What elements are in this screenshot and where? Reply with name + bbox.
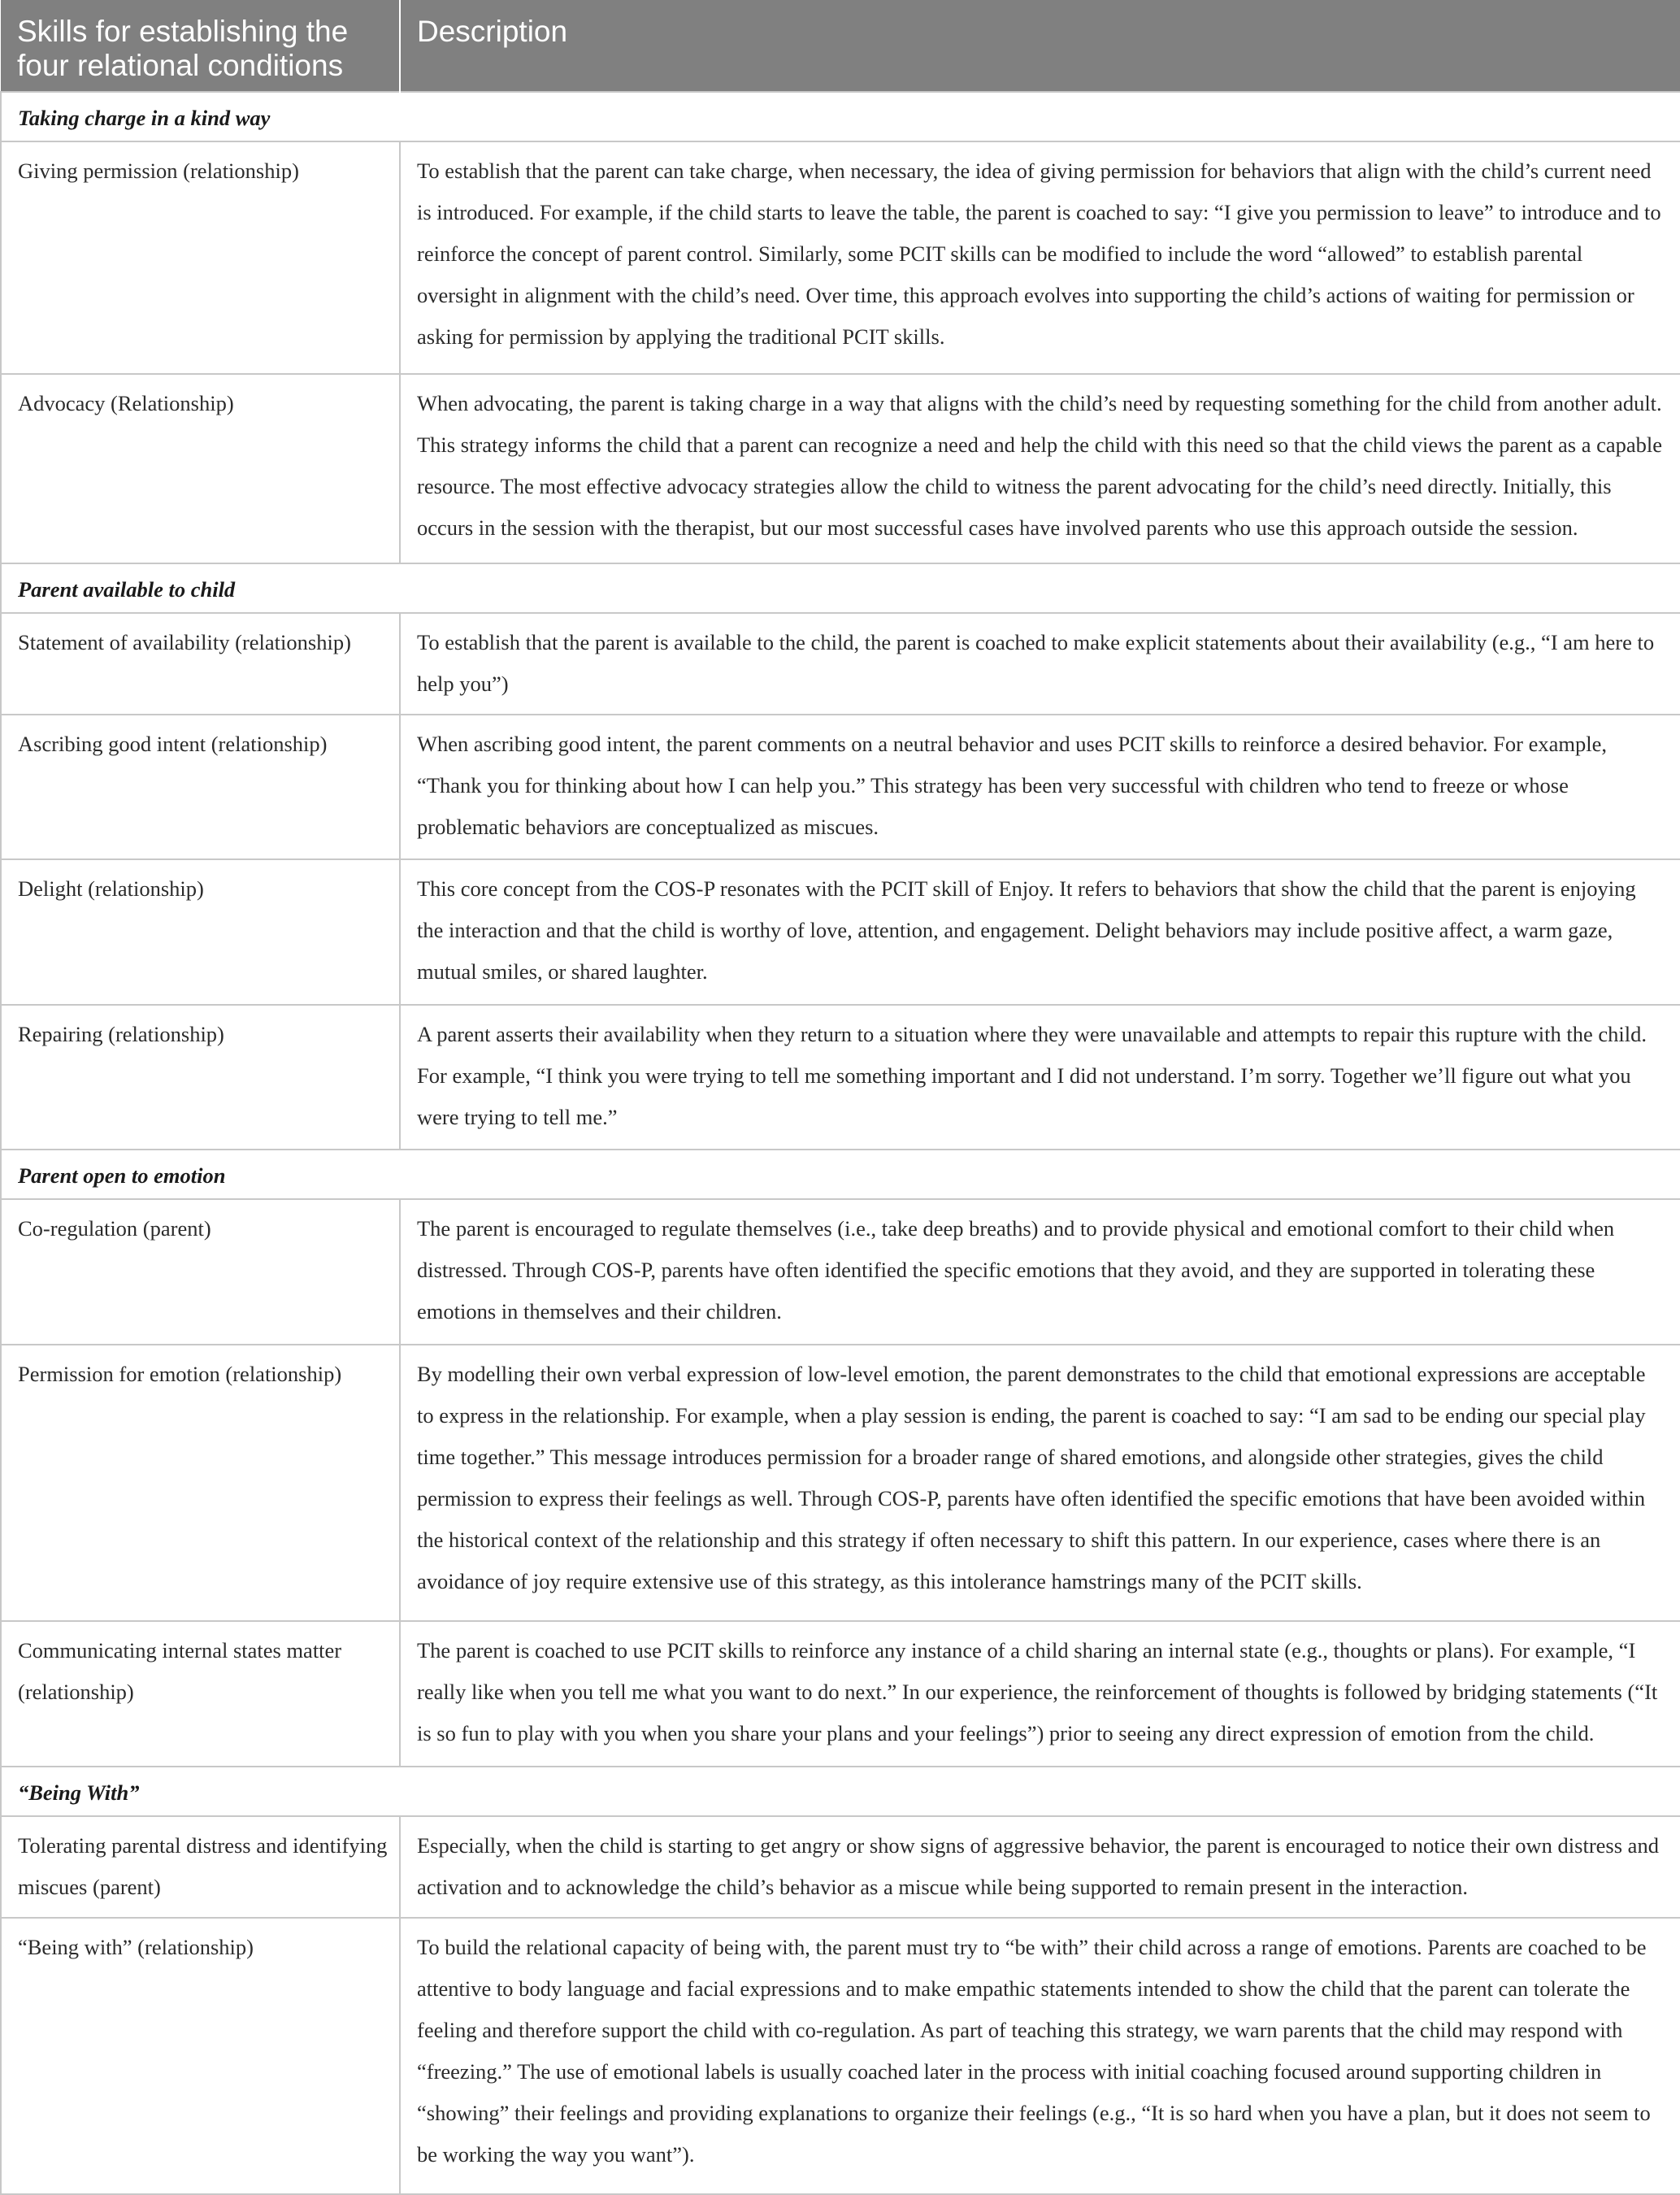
skill-cell: “Being with” (relationship) (1, 1918, 400, 2194)
section-row (1, 1150, 1680, 1199)
description-cell: To establish that the parent can take charge, when necessary, the idea of giving permission for behaviors that align with the child’s current need is introduced. For example, if the child starts to leave the table, the parent is coached to say: “I give you permission to leave” to introduce and to reinforce the concept of parent control. Similarly, some PCIT skills can be modified to include the word “allowed” to establish parental oversight in alignment with the child’s need. Over time, this approach evolves into supporting the child’s actions of waiting for permission or asking for permission by applying the traditional PCIT skills. (400, 141, 1680, 374)
section-title: “Being With” (1, 1767, 1680, 1816)
skill-cell: Tolerating parental distress and identifying miscues (parent) (1, 1816, 400, 1918)
description-cell: When ascribing good intent, the parent comments on a neutral behavior and uses PCIT skills to reinforce a desired behavior. For example, “Thank you for thinking about how I can help you.” This strategy has been very successful with children who tend to freeze or whose problematic behaviors are conceptualized as miscues. (400, 715, 1680, 860)
header-skills: Skills for establishing the four relational conditions (1, 0, 400, 92)
table-row (1, 141, 1680, 374)
table-row (1, 1918, 1680, 2194)
skill-cell: Repairing (relationship) (1, 1005, 400, 1150)
section-row (1, 1767, 1680, 1816)
description-cell: To build the relational capacity of being with, the parent must try to “be with” their child across a range of emotions. Parents are coached to be attentive to body language and facial expressions and to make empathic statements intended to show the child that the parent can tolerate the feeling and therefore support the child with co-regulation. As part of teaching this strategy, we warn parents that the child may respond with “freezing.” The use of emotional labels is usually coached later in the process with initial coaching focused around supporting children in “showing” their feelings and providing explanations to organize their feelings (e.g., “It is so hard when you have a plan, but it does not seem to be working the way you want”). (400, 1918, 1680, 2194)
skill-cell: Delight (relationship) (1, 859, 400, 1005)
section-title: Taking charge in a kind way (1, 92, 1680, 141)
section-row (1, 563, 1680, 613)
table-row (1, 1005, 1680, 1150)
skill-cell: Permission for emotion (relationship) (1, 1345, 400, 1621)
table-row (1, 1816, 1680, 1918)
table-row (1, 1621, 1680, 1767)
table-row (1, 1199, 1680, 1345)
section-title: Parent available to child (1, 563, 1680, 613)
description-cell: The parent is coached to use PCIT skills to reinforce any instance of a child sharing an internal state (e.g., thoughts or plans). For example, “I really like when you tell me what you want to do next.” In our experience, the reinforcement of thoughts is followed by bridging statements (“It is so fun to play with you when you share your plans and your feelings”) prior to seeing any direct expression of emotion from the child. (400, 1621, 1680, 1767)
skill-cell: Co-regulation (parent) (1, 1199, 400, 1345)
description-cell: The parent is encouraged to regulate themselves (i.e., take deep breaths) and to provide physical and emotional comfort to their child when distressed. Through COS-P, parents have often identified the specific emotions that they avoid, and they are supported in tolerating these emotions in themselves and their children. (400, 1199, 1680, 1345)
table-row (1, 613, 1680, 715)
table-row (1, 859, 1680, 1005)
header-description: Description (400, 0, 1680, 92)
header-row (1, 0, 1680, 92)
table-row (1, 715, 1680, 860)
table-row (1, 1345, 1680, 1621)
description-cell: When advocating, the parent is taking charge in a way that aligns with the child’s need by requesting something for the child from another adult. This strategy informs the child that a parent can recognize a need and help the child with this need so that the child views the parent as a capable resource. The most effective advocacy strategies allow the child to witness the parent advocating for the child’s need directly. Initially, this occurs in the session with the therapist, but our most successful cases have involved parents who use this approach outside the session. (400, 374, 1680, 563)
section-title: Parent open to emotion (1, 1150, 1680, 1199)
skill-cell: Statement of availability (relationship) (1, 613, 400, 715)
description-cell: By modelling their own verbal expression of low-level emotion, the parent demonstrates to the child that emotional expressions are acceptable to express in the relationship. For example, when a play session is ending, the parent is coached to say: “I am sad to be ending our special play time together.” This message introduces permission for a broader range of shared emotions, and alongside other strategies, gives the child permission to express their feelings as well. Through COS-P, parents have often identified the specific emotions that have been avoided within the historical context of the relationship and this strategy if often necessary to shift this pattern. In our experience, cases where there is an avoidance of joy require extensive use of this strategy, as this intolerance hamstrings many of the PCIT skills. (400, 1345, 1680, 1621)
description-cell: A parent asserts their availability when they return to a situation where they were unavailable and attempts to repair this rupture with the child. For example, “I think you were trying to tell me something important and I did not understand. I’m sorry. Together we’ll figure out what you were trying to tell me.” (400, 1005, 1680, 1150)
skill-cell: Advocacy (Relationship) (1, 374, 400, 563)
section-row (1, 92, 1680, 141)
description-cell: Especially, when the child is starting to get angry or show signs of aggressive behavior, the parent is encouraged to notice their own distress and activation and to acknowledge the child’s behavior as a miscue while being supported to remain present in the interaction. (400, 1816, 1680, 1918)
table-row (1, 374, 1680, 563)
skill-cell: Ascribing good intent (relationship) (1, 715, 400, 860)
skill-cell: Giving permission (relationship) (1, 141, 400, 374)
skill-cell: Communicating internal states matter (relationship) (1, 1621, 400, 1767)
description-cell: This core concept from the COS-P resonates with the PCIT skill of Enjoy. It refers to behaviors that show the child that the parent is enjoying the interaction and that the child is worthy of love, attention, and engagement. Delight behaviors may include positive affect, a warm gaze, mutual smiles, or shared laughter. (400, 859, 1680, 1005)
description-cell: To establish that the parent is available to the child, the parent is coached to make explicit statements about their availability (e.g., “I am here to help you”) (400, 613, 1680, 715)
